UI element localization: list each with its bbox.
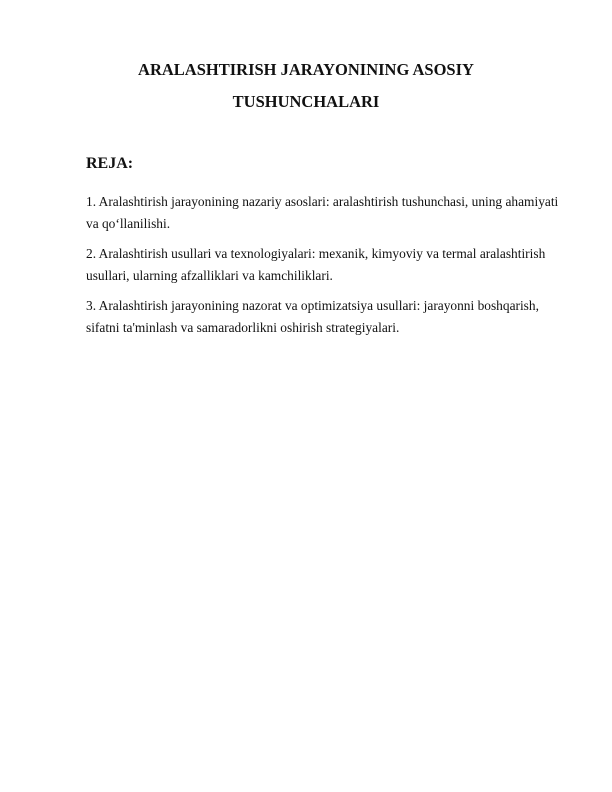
- plan-item-2: 2. Aralashtirish usullari va texnologiyalari: mexanik, kimyoviy va termal aralashtirish usullari, ularning afzalliklari va kamchiliklari.: [86, 246, 546, 283]
- document-title-line-2: TUSHUNCHALARI: [232, 92, 380, 111]
- plan-heading: REJA:: [86, 155, 134, 172]
- document-title-line-1: ARALASHTIRISH JARAYONINING ASOSIY: [138, 60, 474, 79]
- plan-list: [86, 191, 572, 347]
- plan-item-3: 3. Aralashtirish jarayonining nazorat va optimizatsiya usullari: jarayonni boshqarish, sifatni ta'minlash va samaradorlikni oshirish strategiyalari.: [86, 298, 539, 335]
- plan-item-1: 1. Aralashtirish jarayonining nazariy asoslari: aralashtirish tushunchasi, uning ahamiyati va qo‘llanilishi.: [86, 194, 559, 231]
